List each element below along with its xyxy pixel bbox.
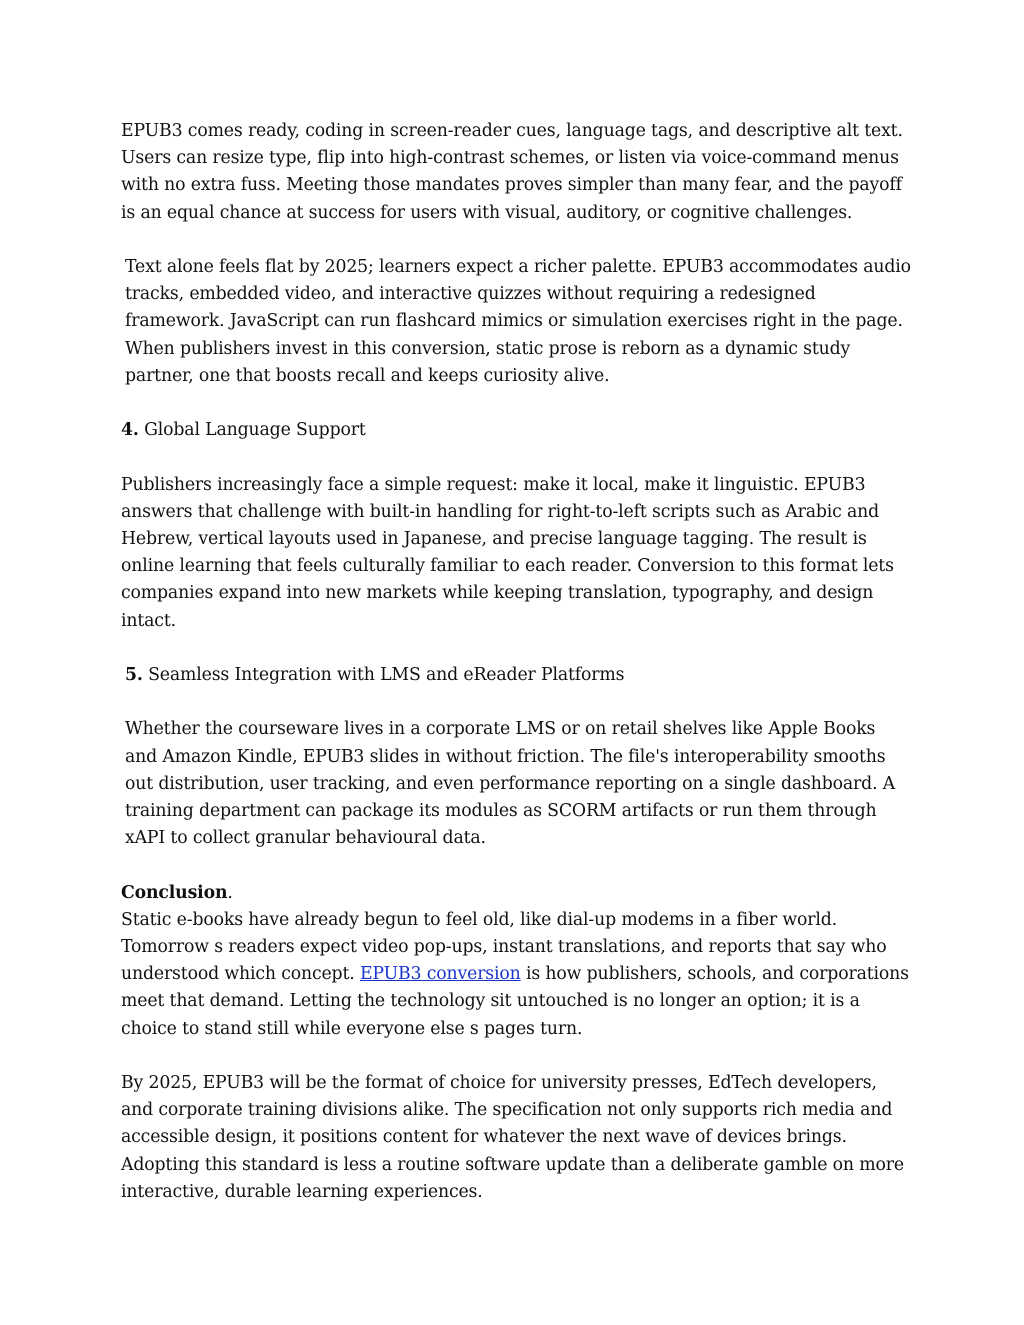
paragraph-multimedia: Text alone feels flat by 2025; learners expect a richer palette. EPUB3 accommodates audio tracks, embedded video, and interactive quizzes without requiring a redesigned framework. JavaScript can run flashcard mimics or simulation exercises right in the page. When publishers invest in this conversion, static prose is reborn as a dynamic study partner, one that boosts recall and keeps curiosity alive. bbox=[125, 257, 911, 386]
conclusion-title-punct: . bbox=[227, 882, 233, 903]
heading-seamless-integration bbox=[121, 662, 911, 689]
paragraph-integration: Whether the courseware lives in a corporate LMS or on retail shelves like Apple Books and Amazon Kindle, EPUB3 slides in without friction. The file's interoperability smooths out distribution, user tracking, and even performance reporting on a single dashboard. A training department can package its modules as SCORM artifacts or run them through xAPI to collect granular behavioural data. bbox=[125, 719, 896, 849]
document-page bbox=[121, 118, 911, 1233]
paragraph-conclusion bbox=[121, 907, 911, 1043]
conclusion-text-after: is how publishers, schools, and corporations meet that demand. Letting the technology sit untouched is no longer an option; it is a choice to stand still while everyone else s pages turn. bbox=[121, 964, 909, 1039]
heading-number: 4. bbox=[121, 420, 139, 441]
conclusion-heading bbox=[121, 880, 911, 907]
paragraph-language: Publishers increasingly face a simple request: make it local, make it linguistic. EPUB3 answers that challenge with built-in handling for right-to-left scripts such as Arabic and Hebrew, vertical layouts used in Japanese, and precise language tagging. The result is online learning that feels culturally familiar to each reader. Conversion to this format lets companies expand into new markets while keeping translation, typography, and design intact. bbox=[121, 474, 894, 631]
conclusion-title: Conclusion bbox=[121, 882, 228, 903]
conclusion-text-before: Static e-books have already begun to feel old, like dial-up modems in a fiber world. Tomorrow s readers expect video pop-ups, instant translations, and reports that say who understood which concept. bbox=[121, 909, 887, 985]
epub3-conversion-link[interactable]: EPUB3 conversion bbox=[359, 964, 521, 985]
paragraph-final: By 2025, EPUB3 will be the format of choice for university presses, EdTech developers, and corporate training divisions alike. The specification not only supports rich media and accessible design, it positions content for whatever the next wave of devices brings. Adopting this standard is less a routine software update than a deliberate gamble on more interactive, durable learning experiences. bbox=[121, 1073, 904, 1202]
heading-text: Seamless Integration with LMS and eReader Platforms bbox=[142, 665, 625, 685]
heading-text: Global Language Support bbox=[138, 420, 366, 441]
heading-global-language-support bbox=[121, 417, 911, 444]
paragraph-accessibility: EPUB3 comes ready, coding in screen-reader cues, language tags, and descriptive alt text. Users can resize type, flip into high-contrast schemes, or listen via voice-command menus with no extra fuss. Meeting those mandates proves simpler than many fear, and the payoff is an equal chance at success for users with visual, auditory, or cognitive challenges. bbox=[121, 121, 903, 223]
heading-number: 5. bbox=[125, 665, 143, 685]
